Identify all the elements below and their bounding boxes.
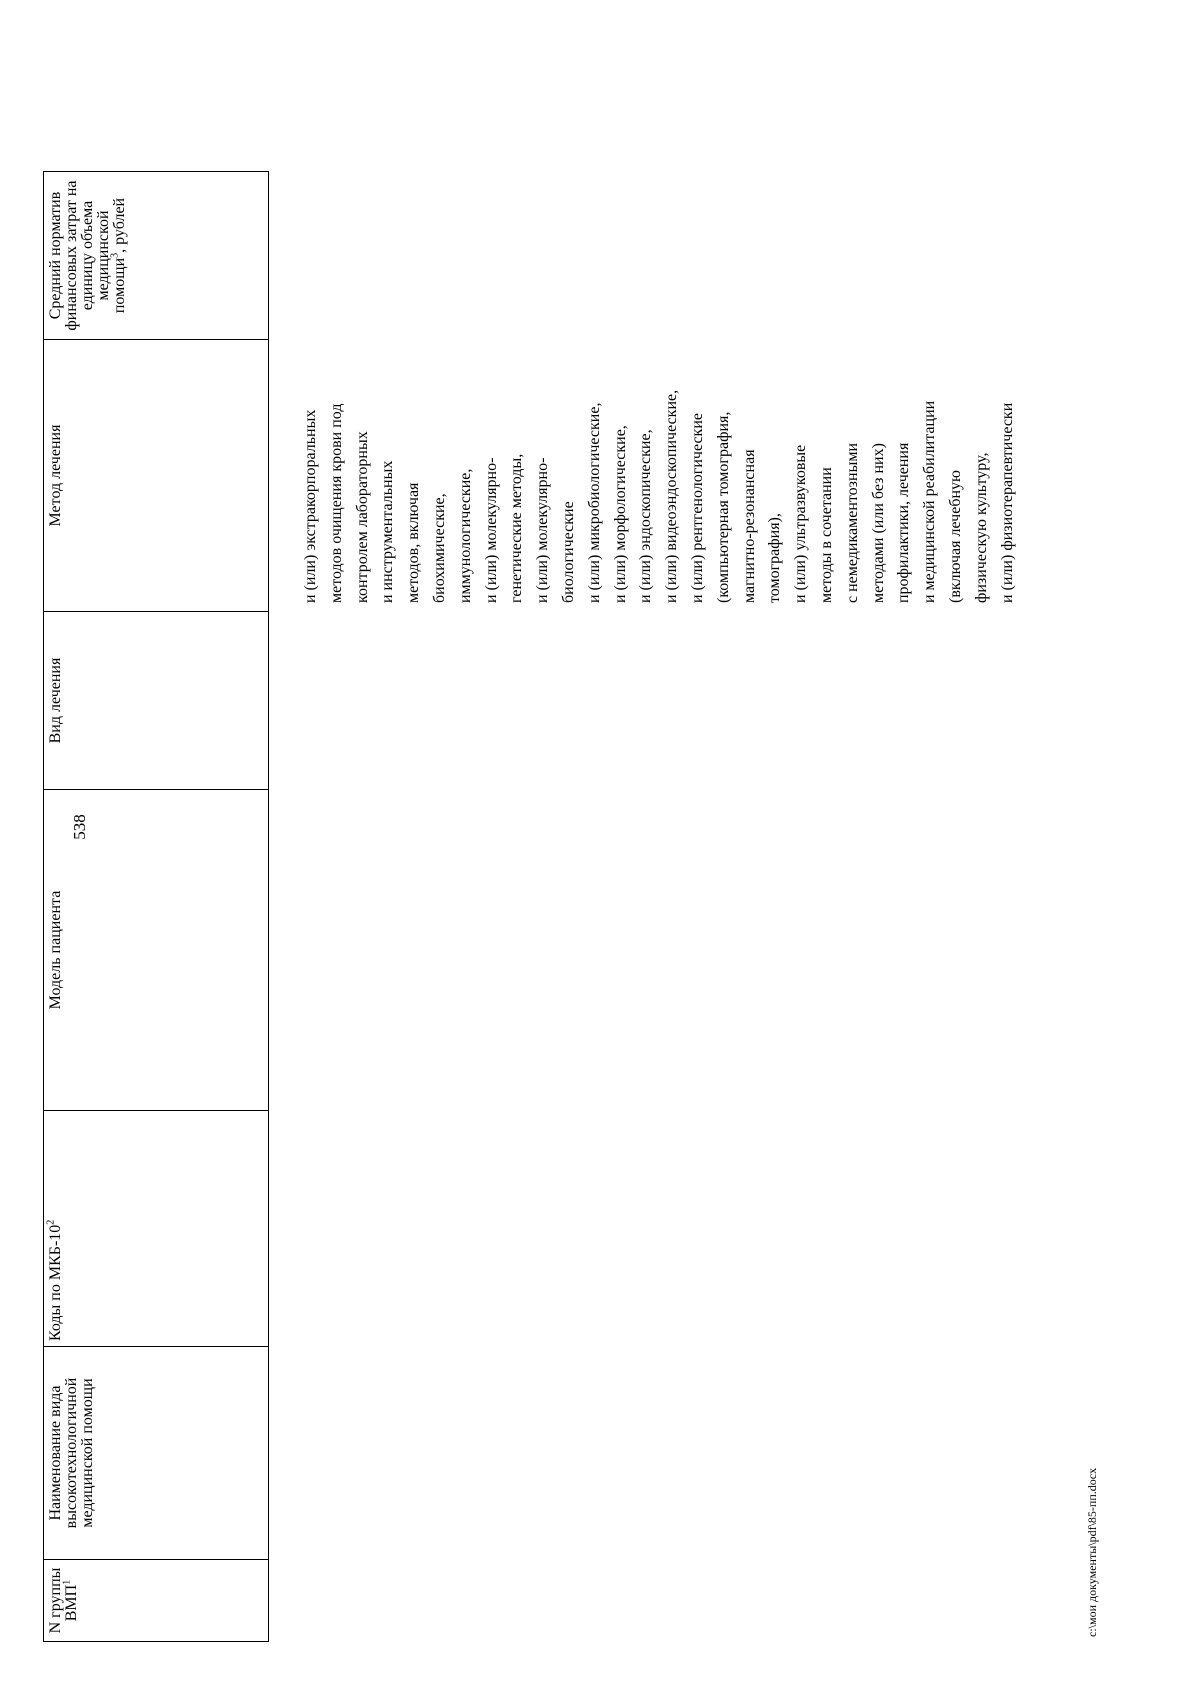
method-line: и (или) морфологические,: [611, 425, 629, 603]
method-line: и (или) видеоэндоскопические,: [663, 389, 681, 603]
method-line: и (или) ультразвуковые: [792, 444, 810, 603]
header-average-cost: Средний норматив финансовых затрат на единицу объема медицинской помощи$^3$, рублей: [44, 172, 269, 340]
header-treatment-method: Метод лечения: [44, 340, 269, 612]
method-line: генетические методы,: [508, 453, 526, 603]
method-line: (компьютерная томография,: [714, 411, 732, 603]
method-line: и (или) экстракорпоральных: [302, 409, 319, 603]
method-line: и (или) эндоскопические,: [637, 429, 655, 603]
method-line: с немедикаментозными: [843, 442, 861, 603]
method-line: (включая лечебную: [946, 470, 964, 603]
method-line: физическую культуру,: [972, 452, 990, 603]
method-line: и (или) физиотерапевтически: [998, 402, 1016, 603]
method-line: профилактики, лечения: [895, 442, 913, 603]
method-line: методами (или без них): [869, 443, 887, 603]
method-line: биологические: [559, 501, 577, 603]
table-header-row: [44, 172, 269, 1642]
page-number: 538: [70, 814, 89, 840]
header-group-number: N группы ВМП$^1$: [44, 1560, 269, 1642]
treatment-method-text: [298, 223, 1020, 603]
header-vmp-name: Наименование вида высокотехнологичной медицинской помощи: [44, 1347, 269, 1560]
method-line: методов очищения крови под: [327, 403, 345, 603]
method-line: и (или) рентгенологические: [688, 413, 706, 603]
method-line: и (или) микробиологические,: [585, 402, 603, 603]
method-line: методов, включая: [405, 482, 423, 603]
method-line: и инструментальных: [379, 460, 397, 603]
header-treatment-type: Вид лечения: [44, 612, 269, 790]
method-line: иммунологические,: [456, 468, 474, 603]
method-line: методы в сочетании: [817, 467, 835, 603]
method-line: и (или) молекулярно-: [534, 457, 552, 603]
method-line: и (или) молекулярно-: [482, 457, 500, 603]
method-line: и медицинской реабилитации: [921, 400, 939, 603]
footer-file-path: c:\мои документы\pdf\85-пп.docx: [1085, 1467, 1099, 1637]
header-patient-model: Модель пациента: [44, 790, 269, 1111]
method-line: томография),: [766, 513, 784, 603]
method-line: биохимические,: [430, 493, 448, 603]
method-line: магнитно-резонансная: [740, 449, 758, 603]
method-line: контролем лабораторных: [353, 431, 371, 603]
table-header: [43, 171, 269, 1642]
header-icd-codes: Коды по МКБ-$10^2$: [44, 1111, 269, 1347]
